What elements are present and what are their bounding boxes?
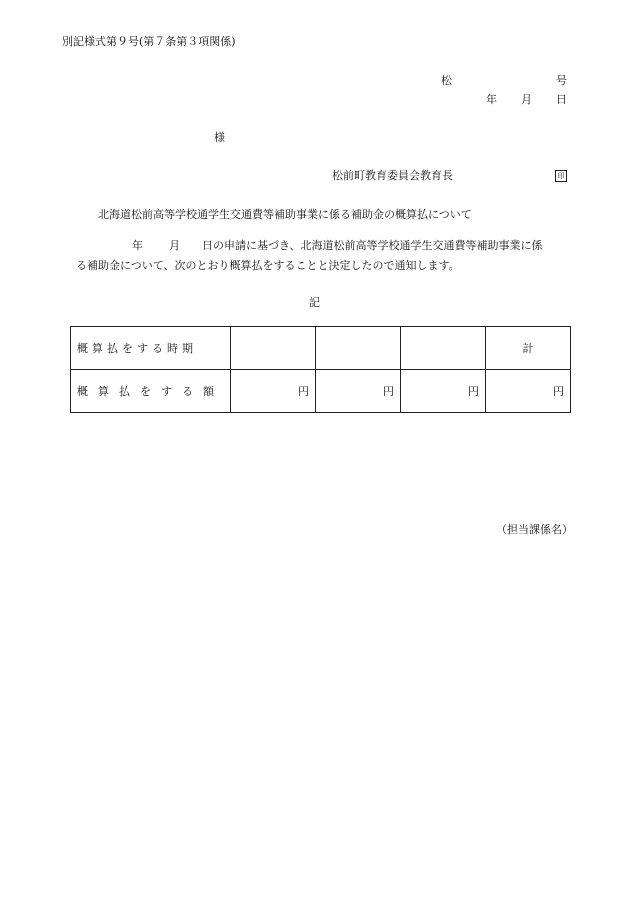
date-month: 月: [521, 93, 532, 106]
body-line-1: [76, 236, 569, 256]
row-label-amount: 概算払をする額: [71, 370, 231, 413]
date-year: 年: [486, 93, 497, 106]
ki-heading: 記: [309, 296, 320, 309]
row-label-timing: 概算払をする時期: [71, 327, 231, 370]
table-cell: [401, 327, 486, 370]
body-month: 月: [169, 239, 180, 252]
yen-cell: 円: [231, 370, 316, 413]
yen-cell-total: 円: [486, 370, 571, 413]
form-label: 別記様式第９号(第７条第３項関係): [62, 35, 236, 48]
doc-number-prefix: 松: [441, 74, 452, 87]
yen-cell: 円: [401, 370, 486, 413]
seal-box: 印: [555, 170, 567, 182]
payment-table: [70, 326, 571, 413]
table-row: [71, 327, 571, 370]
body-line-2: る補助金について、次のとおり概算払をすることと決定したので通知します。: [76, 259, 460, 272]
yen-cell: 円: [316, 370, 401, 413]
body-line-1-text: 日の申請に基づき、北海道松前高等学校通学生交通費等補助事業に係: [202, 239, 543, 252]
subject-line: 北海道松前高等学校通学生交通費等補助事業に係る補助金の概算払について: [98, 208, 472, 221]
body-year: 年: [132, 239, 143, 252]
body-paragraph: [76, 236, 569, 276]
doc-number-suffix: 号: [556, 74, 567, 87]
table-row: [71, 370, 571, 413]
addressee-suffix: 様: [214, 131, 225, 144]
issuer-name: 松前町教育委員会教育長: [332, 169, 453, 182]
date-day: 日: [556, 93, 567, 106]
footer-department: （担当課係名）: [496, 523, 573, 536]
seal-mark: [555, 170, 567, 186]
table-cell: [231, 327, 316, 370]
table-cell: [316, 327, 401, 370]
total-label: 計: [486, 327, 571, 370]
